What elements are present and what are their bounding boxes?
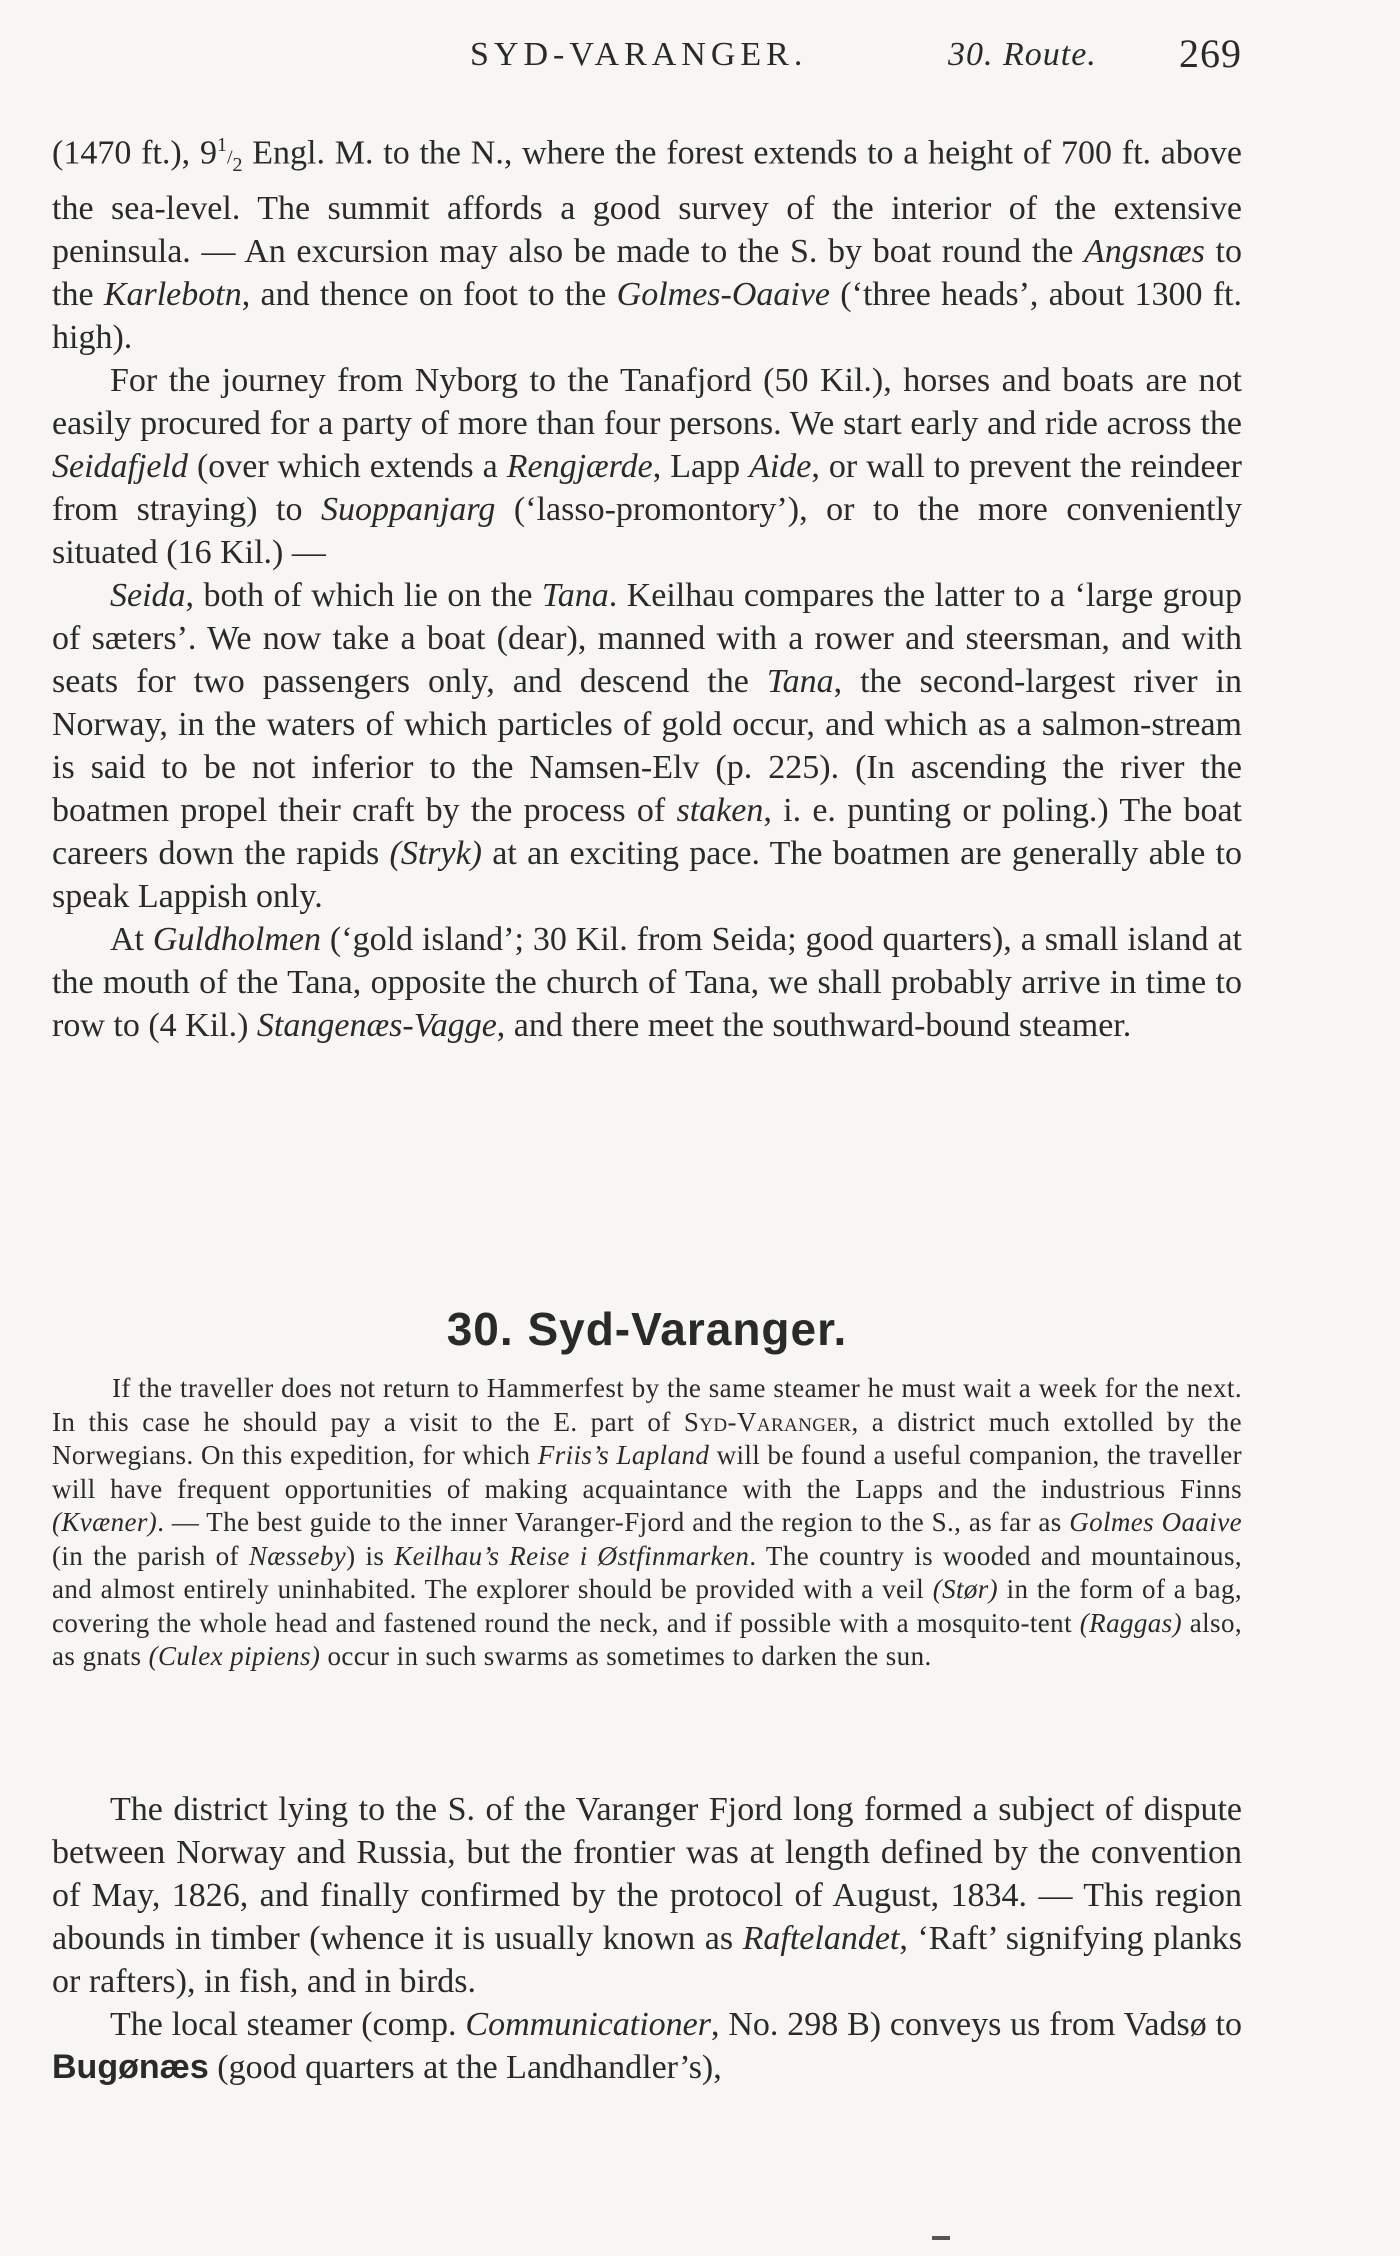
place-name: Golmes-Oaaive — [616, 276, 831, 314]
text-run: (good quarters at the Landhandler’s), — [208, 2049, 722, 2086]
text-run: , i. e. punting or poling.) The boat careers down the rapids — [52, 792, 1242, 873]
book-title: Keilhau’s Reise i Østfinmarken — [394, 1540, 750, 1571]
text-run: to the — [52, 233, 1243, 314]
text-run: (‘three heads’, about 1300 ft. high). — [52, 276, 1242, 357]
book-title: Friis’s Lapland — [537, 1440, 710, 1470]
paragraph — [52, 918, 1242, 1047]
text-run: At — [110, 921, 153, 959]
header-route: 30. Route. — [948, 36, 1097, 73]
text-run: (over which extends a — [187, 448, 507, 486]
fraction-denominator: 2 — [232, 154, 243, 177]
text-run: , both of which lie on the — [185, 577, 542, 615]
book-title: Communicationer — [465, 2006, 711, 2043]
term: Aide — [749, 448, 812, 486]
header-title: SYD-VARANGER. — [470, 36, 808, 73]
text-run: , No. 298 B) conveys us from Vadsø to — [710, 2006, 1242, 2043]
text-run: ) is — [346, 1540, 395, 1571]
printer-mark — [932, 2236, 950, 2240]
text-run: , ‘Raft’ signifying planks or rafters), in fish, and in birds. — [52, 1920, 1242, 2000]
fraction-slash: / — [226, 146, 233, 169]
term: Raftelandet — [742, 1920, 900, 1957]
running-header — [52, 30, 1242, 80]
text-run: also, as gnats — [52, 1607, 1242, 1671]
place-name: Stangenæs-Vagge — [256, 1007, 497, 1045]
section-heading: 30. Syd-Varanger. — [446, 1303, 848, 1355]
intro-text — [52, 124, 1242, 1047]
paragraph — [52, 359, 1242, 574]
text-run: (1470 ft.), 9 — [52, 134, 217, 172]
place-name: Tana — [541, 577, 609, 615]
text-run: The district lying to the S. of the Varanger Fjord long formed a subject of dispute between Norway and Russia, but the frontier was at length defined by the convention of May, 1826, and finally confirmed by the protocol of August, 1834. — This region abounds in timber (whence it is usually known as — [52, 1791, 1242, 1957]
main-text — [52, 1788, 1242, 2089]
text-run: (‘lasso-promontory’), or to the more conveniently situated (16 Kil.) — — [52, 491, 1242, 572]
place-name: Seida — [110, 577, 186, 615]
text-run: The local steamer (comp. — [110, 2006, 466, 2043]
text-run: (in the parish of — [52, 1540, 249, 1571]
text-run: , Lapp — [652, 448, 750, 486]
term: staken — [676, 792, 764, 830]
text-run: (‘gold island’; 30 Kil. from Seida; good quarters), a small island at the mouth of the Tana, opposite the church of Tana, we shall probably arrive in time to row to (4 Kil.) — [52, 921, 1242, 1045]
place-name: Seidafjeld — [52, 448, 188, 486]
text-run: Engl. M. to the N., where the forest extends to a height of 700 ft. above the sea-level. The summit affords a good survey of the interior of the extensive peninsula. — An excursion may also be made to the S. by boat round the — [52, 134, 1242, 271]
term: (Raggas) — [1079, 1607, 1182, 1638]
paragraph — [52, 1372, 1242, 1674]
place-name: Syd-Varanger — [683, 1406, 852, 1437]
text-run: at an exciting pace. The boatmen are generally able to speak Lappish only. — [52, 835, 1242, 916]
term: (Stør) — [932, 1574, 999, 1604]
text-run: occur in such swarms as sometimes to darken the sun. — [320, 1641, 932, 1671]
text-run: , the second-largest river in Norway, in the waters of which particles of gold occur, and which as a salmon-stream is said to be not inferior to the Namsen-Elv (p. 225). (In ascending the river the boatmen propel their craft by the process of — [52, 663, 1242, 830]
small-print-note — [52, 1372, 1242, 1674]
fraction-numerator: 1 — [216, 134, 227, 156]
term: (Kvæner) — [52, 1507, 158, 1537]
page-number: 269 — [1179, 31, 1242, 76]
text-run: will be found a useful companion, the traveller will have frequent opportunities of making acquaintance with the Lapps and the industrious Finns — [52, 1440, 1243, 1504]
paragraph — [52, 574, 1242, 918]
term: (Stryk) — [389, 835, 483, 873]
text-run: , a district much extolled by the Norwegians. On this expedition, for which — [52, 1406, 1242, 1470]
term: Rengjærde — [506, 448, 653, 486]
place-name: Næsseby — [248, 1540, 347, 1571]
text-run: , and there meet the southward-bound steamer. — [496, 1007, 1132, 1045]
place-name: Karlebotn — [103, 276, 242, 314]
text-run: , and thence on foot to the — [241, 276, 617, 314]
place-name: Bugønæs — [52, 2048, 209, 2086]
paragraph — [52, 2003, 1242, 2089]
term: (Culex pipiens) — [148, 1641, 321, 1671]
text-run: For the journey from Nyborg to the Tanafjord (50 Kil.), horses and boats are not easily procured for a party of more than four persons. We start early and ride across the — [52, 362, 1242, 443]
place-name: Suoppanjarg — [320, 491, 496, 529]
paragraph — [52, 1788, 1242, 2003]
place-name: Golmes Oaaive — [1069, 1507, 1242, 1537]
text-run: , or wall to prevent the reindeer from straying) to — [52, 448, 1243, 529]
text-run: in the form of a bag, covering the whole head and fastened round the neck, and if possible with a mosquito-tent — [52, 1574, 1242, 1638]
paragraph — [52, 124, 1242, 359]
place-name: Angsnæs — [1084, 233, 1205, 271]
text-run: If the traveller does not return to Hammerfest by the same steamer he must wait a week for the next. In this case he should pay a visit to the E. part of — [52, 1373, 1242, 1437]
place-name: Tana — [766, 663, 834, 701]
text-run: . Keilhau compares the latter to a ‘large group of sæters’. We now take a boat (dear), manned with a rower and steersman, and with seats for two passengers only, and descend the — [52, 577, 1242, 701]
text-run: . — The best guide to the inner Varanger-Fjord and the region to the S., as far as — [157, 1507, 1070, 1537]
place-name: Guldholmen — [152, 921, 322, 959]
text-run: . The country is wooded and mountainous, and almost entirely uninhabited. The explorer should be provided with a veil — [52, 1540, 1243, 1604]
